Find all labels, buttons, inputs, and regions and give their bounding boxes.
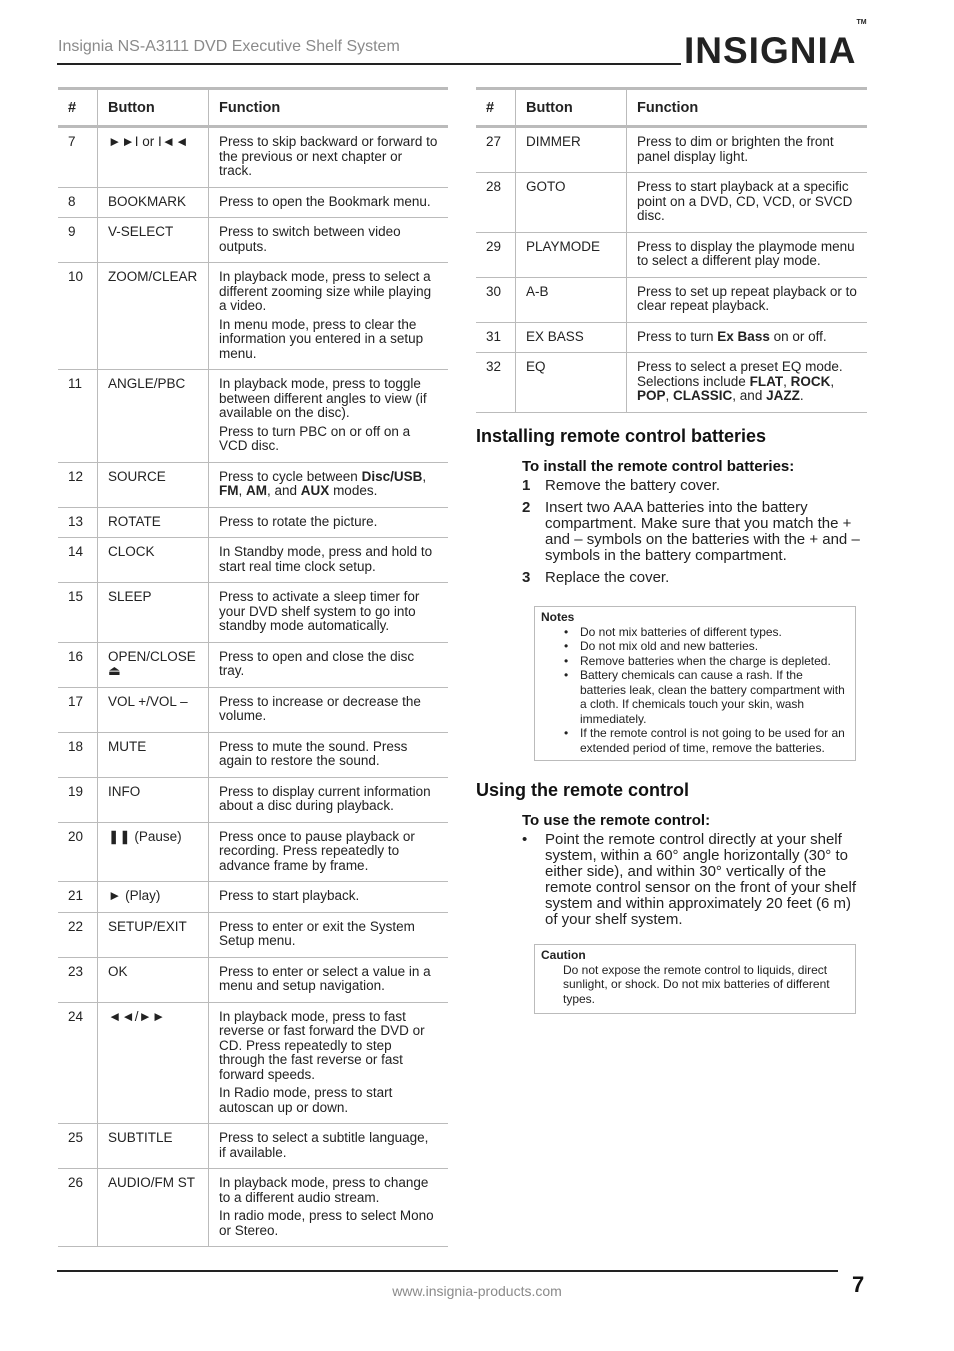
function-text: Press to start playback.: [219, 888, 360, 903]
row-button-name: ZOOM/CLEAR: [98, 263, 209, 370]
table-header-row: [476, 89, 867, 127]
col-button-header: Button: [516, 89, 627, 127]
row-button-name: SOURCE: [98, 462, 209, 507]
row-function: [209, 263, 449, 370]
function-text: Press to dim or brighten the front panel display light.: [637, 134, 834, 164]
row-function: [627, 127, 868, 173]
row-button-name: MUTE: [98, 732, 209, 777]
function-text: Press to select a subtitle language, if available.: [219, 1130, 429, 1160]
row-function: [209, 1124, 449, 1169]
table-row: [58, 263, 448, 370]
row-number: 29: [476, 232, 516, 277]
table-row: [476, 353, 867, 413]
row-button-name: V-SELECT: [98, 218, 209, 263]
header-rule: [57, 63, 681, 65]
function-text: Press to start playback at a specific point on a DVD, CD, VCD, or SVCD disc.: [637, 179, 853, 223]
footer-url: www.insignia-products.com: [392, 1283, 562, 1299]
function-text: In radio mode, press to select Mono or Stereo.: [219, 1208, 434, 1238]
row-number: 21: [58, 882, 98, 913]
function-text: In Radio mode, press to start autoscan up or down.: [219, 1085, 393, 1115]
function-text: In menu mode, press to clear the information you entered in a setup menu.: [219, 316, 424, 361]
using-subheading: To use the remote control:: [522, 812, 711, 829]
col-button-header: Button: [98, 89, 209, 127]
row-function: [209, 912, 449, 957]
insignia-logo: INSIGNIA™: [684, 18, 867, 71]
table-row: [58, 218, 448, 263]
table-row: [58, 777, 448, 822]
table-row: [58, 1002, 448, 1124]
row-button-name: ROTATE: [98, 507, 209, 538]
row-number: 30: [476, 277, 516, 322]
row-button-name: DIMMER: [516, 127, 627, 173]
row-function: [209, 822, 449, 882]
table-row: [58, 462, 448, 507]
list-item: • Point the remote control directly at your shelf system, within a 60° angle horizontally (30° to either side), and within 30° vertically of the remote control sensor on the front of your shelf system and within approximately 20 feet (6 m) of your shelf system.: [522, 831, 856, 928]
row-number: 32: [476, 353, 516, 413]
row-number: 11: [58, 370, 98, 463]
function-text: In playback mode, press to toggle between different angles to view (if available on the disc).: [219, 376, 427, 420]
note-item: • Do not mix batteries of different types.: [564, 624, 782, 639]
table-row: [58, 642, 448, 687]
col-function-header: Function: [209, 89, 449, 127]
batteries-subheading: To install the remote control batteries:: [522, 458, 795, 475]
table-row: [476, 277, 867, 322]
function-text: Press to turn Ex Bass on or off.: [637, 328, 827, 344]
table-row: [58, 127, 448, 188]
function-text: Press to activate a sleep timer for your DVD shelf system to go into standby mode automatically.: [219, 589, 420, 633]
list-item: 2 Insert two AAA batteries into the battery compartment. Make sure that you match the + and – symbols on the batteries with the + and – symbols in the battery compartment.: [522, 499, 860, 564]
table-row: [58, 538, 448, 583]
row-function: [627, 322, 868, 353]
row-button-name: CLOCK: [98, 538, 209, 583]
row-button-name: INFO: [98, 777, 209, 822]
function-text: In Standby mode, press and hold to start real time clock setup.: [219, 544, 433, 574]
left-button-table: [58, 87, 448, 1247]
right-button-table: [476, 87, 867, 413]
function-text: Press to enter or exit the System Setup menu.: [219, 918, 415, 948]
row-button-name: GOTO: [516, 173, 627, 233]
row-button-name: EQ: [516, 353, 627, 413]
row-function: [209, 538, 449, 583]
function-text: Press to cycle between Disc/USB, FM, AM, and AUX modes.: [219, 468, 427, 498]
row-button-name: ❚❚ (Pause): [98, 822, 209, 882]
note-item: • Battery chemicals can cause a rash. If the batteries leak, clean the battery compartment with a cloth. If chemicals touch your skin, wash immediately.: [564, 668, 845, 726]
function-text: Press to skip backward or forward to the previous or next chapter or track.: [219, 134, 438, 178]
row-function: [209, 777, 449, 822]
row-function: [209, 687, 449, 732]
row-number: 7: [58, 127, 98, 188]
table-row: [58, 822, 448, 882]
row-number: 31: [476, 322, 516, 353]
function-text: Press to open the Bookmark menu.: [219, 193, 431, 209]
function-text: Press to increase or decrease the volume.: [219, 693, 421, 723]
list-item: 3 Replace the cover.: [522, 569, 670, 586]
row-number: 9: [58, 218, 98, 263]
row-function: [209, 462, 449, 507]
row-button-name: OK: [98, 957, 209, 1002]
col-function-header: Function: [627, 89, 868, 127]
row-number: 27: [476, 127, 516, 173]
row-number: 20: [58, 822, 98, 882]
row-function: [627, 173, 868, 233]
row-number: 8: [58, 187, 98, 218]
function-text: In playback mode, press to fast reverse or fast forward the DVD or CD. Press repeatedly to step through the fast reverse or fast forward speeds.: [219, 1008, 425, 1082]
row-button-name: ►►I or I◄◄: [98, 127, 209, 188]
row-button-name: PLAYMODE: [516, 232, 627, 277]
table-row: [58, 187, 448, 218]
row-button-name: VOL +/VOL –: [98, 687, 209, 732]
using-heading: Using the remote control: [476, 780, 690, 800]
table-row: [58, 882, 448, 913]
row-button-name: EX BASS: [516, 322, 627, 353]
row-function: [209, 642, 449, 687]
row-function: [627, 232, 868, 277]
function-text: Press to switch between video outputs.: [219, 224, 401, 254]
row-function: [209, 957, 449, 1002]
row-function: [209, 127, 449, 188]
row-button-name: SLEEP: [98, 583, 209, 643]
note-item: • Remove batteries when the charge is depleted.: [564, 653, 831, 668]
list-item: 1 Remove the battery cover.: [522, 477, 721, 494]
row-function: [209, 1169, 449, 1247]
row-number: 22: [58, 912, 98, 957]
table-row: [58, 1169, 448, 1247]
row-button-name: A-B: [516, 277, 627, 322]
row-number: 18: [58, 732, 98, 777]
function-text: In playback mode, press to select a different zooming size while playing a video.: [219, 269, 432, 313]
battery-steps: [522, 478, 867, 592]
caution-box: [534, 944, 856, 1014]
row-number: 24: [58, 1002, 98, 1124]
row-function: [209, 583, 449, 643]
function-text: Press to mute the sound. Press again to restore the sound.: [219, 738, 408, 768]
row-button-name: ◄◄/►►: [98, 1002, 209, 1124]
function-text: Press to set up repeat playback or to clear repeat playback.: [637, 283, 857, 313]
table-row: [476, 322, 867, 353]
row-number: 25: [58, 1124, 98, 1169]
table-header-row: [58, 89, 448, 127]
note-item: • If the remote control is not going to be used for an extended period of time, remove the batteries.: [564, 726, 845, 755]
row-function: [627, 277, 868, 322]
row-function: [209, 187, 449, 218]
row-number: 19: [58, 777, 98, 822]
table-row: [58, 732, 448, 777]
caution-title: Caution: [541, 948, 586, 962]
table-row: [58, 687, 448, 732]
function-text: Press once to pause playback or recording. Press repeatedly to advance frame by frame.: [219, 828, 415, 873]
using-steps: [522, 832, 867, 934]
row-button-name: AUDIO/FM ST: [98, 1169, 209, 1247]
row-number: 14: [58, 538, 98, 583]
row-number: 26: [58, 1169, 98, 1247]
row-number: 16: [58, 642, 98, 687]
row-function: [209, 370, 449, 463]
table-row: [58, 1124, 448, 1169]
col-num-header: #: [58, 89, 98, 127]
row-function: [209, 1002, 449, 1124]
caution-text: Do not expose the remote control to liquids, direct sunlight, or shock. Do not mix batteries of different types.: [563, 962, 830, 1006]
row-function: [209, 218, 449, 263]
row-function: [209, 882, 449, 913]
row-number: 10: [58, 263, 98, 370]
row-button-name: OPEN/CLOSE ⏏: [98, 642, 209, 687]
row-number: 23: [58, 957, 98, 1002]
function-text: Press to display current information about a disc during playback.: [219, 783, 431, 813]
table-row: [58, 912, 448, 957]
function-text: Press to rotate the picture.: [219, 513, 378, 529]
table-row: [476, 127, 867, 173]
table-row: [58, 370, 448, 463]
row-number: 12: [58, 462, 98, 507]
notes-title: Notes: [541, 610, 575, 624]
table-row: [476, 232, 867, 277]
col-num-header: #: [476, 89, 516, 127]
batteries-heading: Installing remote control batteries: [476, 426, 767, 446]
row-number: 28: [476, 173, 516, 233]
function-text: Press to display the playmode menu to select a different play mode.: [637, 238, 855, 268]
row-button-name: ANGLE/PBC: [98, 370, 209, 463]
row-function: [209, 732, 449, 777]
row-number: 15: [58, 583, 98, 643]
function-text: Press to turn PBC on or off on a VCD disc.: [219, 423, 411, 453]
function-text: In playback mode, press to change to a different audio stream.: [219, 1175, 429, 1205]
table-row: [58, 957, 448, 1002]
row-number: 17: [58, 687, 98, 732]
row-button-name: BOOKMARK: [98, 187, 209, 218]
table-row: [58, 583, 448, 643]
row-function: [627, 353, 868, 413]
function-text: Press to enter or select a value in a menu and setup navigation.: [219, 963, 431, 993]
page-number: 7: [852, 1272, 865, 1297]
table-row: [58, 507, 448, 538]
footer-rule: [57, 1270, 838, 1272]
row-button-name: SETUP/EXIT: [98, 912, 209, 957]
row-number: 13: [58, 507, 98, 538]
table-row: [476, 173, 867, 233]
function-text: Press to select a preset EQ mode. Selections include FLAT, ROCK, POP, CLASSIC, and JAZZ.: [637, 359, 843, 403]
row-function: [209, 507, 449, 538]
row-button-name: ► (Play): [98, 882, 209, 913]
row-button-name: SUBTITLE: [98, 1124, 209, 1169]
notes-box: [534, 606, 856, 761]
note-item: • Do not mix old and new batteries.: [564, 639, 759, 653]
header-title: Insignia NS-A3111 DVD Executive Shelf System: [58, 38, 400, 55]
function-text: Press to open and close the disc tray.: [219, 648, 415, 678]
